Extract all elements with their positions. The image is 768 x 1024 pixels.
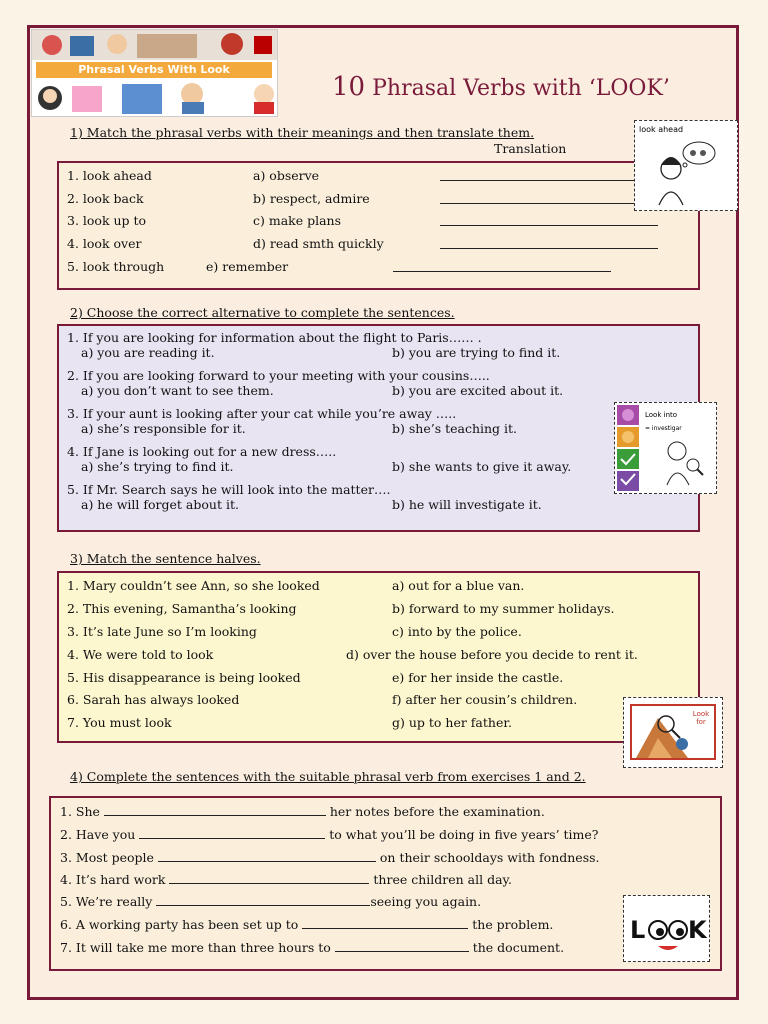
ex3-left: 5. His disappearance is being looked [67,670,301,685]
ex2-option-a[interactable]: a) she’s responsible for it. [81,421,246,436]
answer-blank[interactable] [158,849,376,862]
svg-text:L: L [630,916,646,944]
ex1-meaning: e) remember [206,259,289,274]
ex1-meaning: a) observe [253,168,320,183]
ex2-question: 2. If you are looking forward to your meeting with your cousins….. [67,368,490,383]
look-into-illustration: Look into = investigar [614,402,717,494]
svg-text:K: K [688,916,707,944]
ex3-right: d) over the house before you decide to rent it. [346,647,638,662]
ex4-instruction: 4) Complete the sentences with the suitable phrasal verb from exercises 1 and 2. [70,769,586,784]
ex2-instruction: 2) Choose the correct alternative to complete the sentences. [70,305,455,320]
ex2-option-b[interactable]: b) you are excited about it. [392,383,564,398]
ex1-meaning: c) make plans [253,213,342,228]
ex3-instruction: 3) Match the sentence halves. [70,551,261,566]
ex3-right: e) for her inside the castle. [392,670,564,685]
answer-blank[interactable] [104,803,326,816]
ex3-left: 1. Mary couldn’t see Ann, so she looked [67,578,320,593]
ex2-option-a[interactable]: a) you don’t want to see them. [81,383,274,398]
look-eyes-icon [624,896,709,961]
ex2-question: 3. If your aunt is looking after your cat while you’re away ….. [67,406,457,421]
look-for-illustration: Look for [623,697,723,768]
ex4-sentence: 5. We’re really seeing you again. [60,894,482,909]
ex4-sentence: 1. She her notes before the examination. [60,804,545,819]
ex3-right: f) after her cousin’s children. [392,692,578,707]
ex2-option-b[interactable]: b) she’s teaching it. [392,421,518,436]
ex1-verb: 1. look ahead [67,168,152,183]
ex2-option-b[interactable]: b) you are trying to find it. [392,345,561,360]
answer-blank[interactable] [335,939,469,952]
look-logo [623,895,710,962]
ex3-right: a) out for a blue van. [392,578,525,593]
ex2-option-b[interactable]: b) she wants to give it away. [392,459,572,474]
ex2-option-a[interactable]: a) he will forget about it. [81,497,239,512]
translation-blank[interactable] [440,213,658,226]
ex2-question: 4. If Jane is looking out for a new dress….. [67,444,337,459]
ex2-option-a[interactable]: a) you are reading it. [81,345,215,360]
header-banner: Phrasal Verbs With Look [36,62,272,78]
ex2-question: 1. If you are looking for information about the flight to Paris…… . [67,330,482,345]
translation-blank[interactable] [440,191,636,204]
answer-blank[interactable] [169,871,369,884]
page-title: 10 Phrasal Verbs with ‘LOOK’ [332,72,670,102]
ex2-question: 5. If Mr. Search says he will look into the matter…. [67,482,391,497]
ex3-right: c) into by the police. [392,624,522,639]
ex1-verb: 3. look up to [67,213,147,228]
ex3-left: 4. We were told to look [67,647,214,662]
ex1-verb: 2. look back [67,191,144,206]
ex3-left: 7. You must look [67,715,172,730]
ex4-sentence: 6. A working party has been set up to the problem. [60,917,554,932]
ex3-left: 6. Sarah has always looked [67,692,240,707]
ex4-sentence: 2. Have you to what you’ll be doing in five years’ time? [60,827,599,842]
header-image [31,29,278,117]
ex3-right: g) up to her father. [392,715,512,730]
look-ahead-illustration: look ahead [634,120,738,211]
translation-blank[interactable] [393,259,611,272]
ex3-right: b) forward to my summer holidays. [392,601,615,616]
ex4-sentence: 7. It will take me more than three hours to the document. [60,940,565,955]
ex4-sentence: 3. Most people on their schooldays with fondness. [60,850,600,865]
ex1-translation-label: Translation [494,141,567,156]
ex1-meaning: d) read smth quickly [253,236,384,251]
ex3-left: 3. It’s late June so I’m looking [67,624,257,639]
ex2-option-a[interactable]: a) she’s trying to find it. [81,459,234,474]
ex4-sentence: 4. It’s hard work three children all day. [60,872,512,887]
translation-blank[interactable] [440,236,658,249]
ex2-option-b[interactable]: b) he will investigate it. [392,497,542,512]
ex1-verb: 5. look through [67,259,165,274]
answer-blank[interactable] [156,893,370,906]
ex1-verb: 4. look over [67,236,142,251]
answer-blank[interactable] [139,826,325,839]
ex1-meaning: b) respect, admire [253,191,370,206]
ex1-instruction: 1) Match the phrasal verbs with their meanings and then translate them. [70,125,535,140]
ex3-left: 2. This evening, Samantha’s looking [67,601,297,616]
translation-blank[interactable] [440,168,636,181]
thinking-girl-icon [635,121,735,209]
answer-blank[interactable] [302,916,468,929]
